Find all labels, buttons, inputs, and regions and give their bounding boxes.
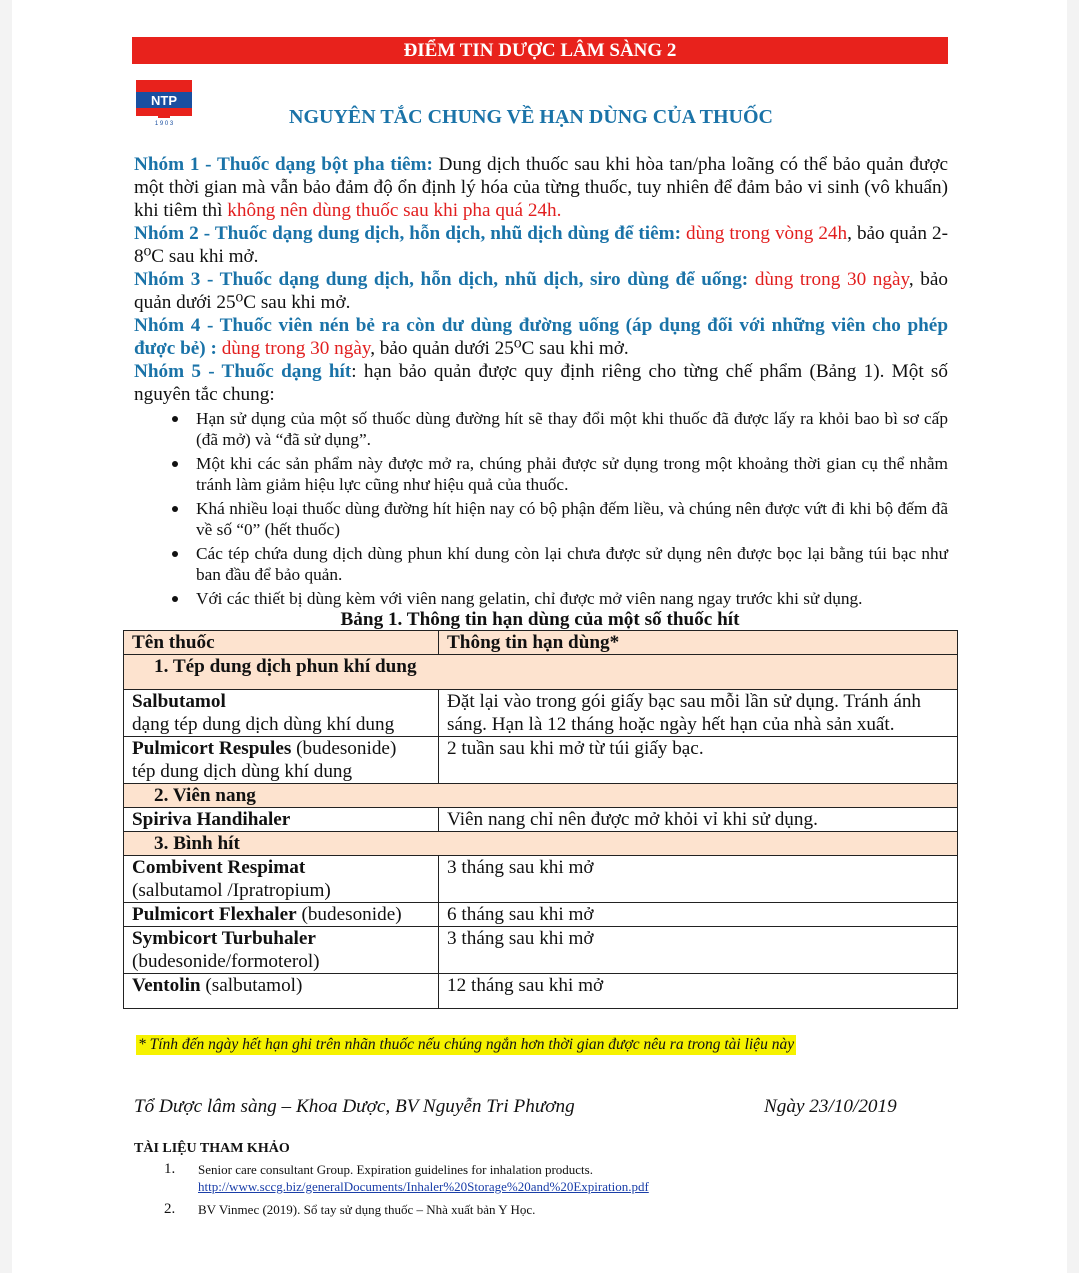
drug-sub: dạng tép dung dịch dùng khí dung <box>132 714 395 735</box>
drug-extra: (salbutamol) <box>200 975 303 996</box>
list-item-text: Hạn sử dụng của một số thuốc dùng đường hít sẽ thay đổi một khi thuốc đã được lấy ra khỏi bao bì sơ cấp (đã mở) và “đã sử dụng”. <box>196 409 948 449</box>
list-item <box>164 1201 944 1218</box>
drug-name: Pulmicort Respules <box>132 738 292 759</box>
drug-extra: (budesonide) <box>291 738 397 759</box>
logo-year: 1 9 0 3 <box>154 121 174 126</box>
section-inhaler: 3. Bình hít <box>124 832 958 856</box>
drug-name: Spiriva Handihaler <box>132 809 291 830</box>
section-row <box>124 832 958 856</box>
list-item <box>172 408 948 450</box>
table-row <box>124 856 958 903</box>
info-cell: 3 tháng sau khi mở <box>439 927 958 974</box>
drug-cell <box>124 856 439 903</box>
group-highlight: dùng trong 30 ngày <box>221 338 371 359</box>
drug-name: Pulmicort Flexhaler <box>132 904 297 925</box>
principles-list <box>172 408 948 612</box>
group-4 <box>134 314 948 360</box>
group-2 <box>134 222 948 268</box>
info-cell: 12 tháng sau khi mở <box>439 974 958 1009</box>
drug-name: Ventolin <box>132 975 201 996</box>
reference-number: 1. <box>164 1161 176 1177</box>
signature: Tổ Dược lâm sàng – Khoa Dược, BV Nguyễn Tri Phương <box>134 1096 575 1117</box>
table-row <box>124 808 958 832</box>
group-5 <box>134 360 948 406</box>
drug-sub: (budesonide/formoterol) <box>132 951 320 972</box>
list-item-text: Các tép chứa dung dịch dùng phun khí dung còn lại chưa được sử dụng nên được bọc lại bằng túi bạc như ban đầu để bảo quản. <box>196 544 948 584</box>
groups-section <box>134 153 948 406</box>
list-item <box>164 1161 944 1195</box>
references-title: TÀI LIỆU THAM KHẢO <box>134 1141 290 1156</box>
group-title: Nhóm 2 - Thuốc dạng dung dịch, hỗn dịch, nhũ dịch dùng để tiêm: <box>134 223 681 244</box>
bullet-icon <box>172 596 178 602</box>
bullet-icon <box>172 551 178 557</box>
footnote: * Tính đến ngày hết hạn ghi trên nhãn thuốc nếu chúng ngắn hơn thời gian được nêu ra trong tài liệu này <box>138 1036 795 1053</box>
table-caption: Bảng 1. Thông tin hạn dùng của một số thuốc hít <box>340 609 740 630</box>
table-row <box>124 927 958 974</box>
expiry-table <box>123 630 958 1009</box>
info-cell: 3 tháng sau khi mở <box>439 856 958 903</box>
table-row <box>124 690 958 737</box>
list-item-text: Với các thiết bị dùng kèm với viên nang gelatin, chỉ được mở viên nang ngay trước khi sử dụng. <box>196 589 863 608</box>
banner: ĐIỂM TIN DƯỢC LÂM SÀNG 2 <box>132 37 948 64</box>
group-title: Nhóm 1 - Thuốc dạng bột pha tiêm: <box>134 154 433 175</box>
group-highlight: không nên dùng thuốc sau khi pha quá 24h. <box>227 200 562 221</box>
reference-text: Senior care consultant Group. Expiration guidelines for inhalation products. <box>198 1162 593 1177</box>
group-text: : hạn bảo quản được quy định riêng cho từng chế phẩm (Bảng 1). Một số nguyên tắc chung: <box>134 361 948 405</box>
drug-cell <box>124 737 439 784</box>
info-cell: Viên nang chỉ nên được mở khỏi vỉ khi sử dụng. <box>439 808 958 832</box>
info-cell: Đặt lại vào trong gói giấy bạc sau mỗi lần sử dụng. Tránh ánh sáng. Hạn là 12 tháng hoặc ngày hết hạn của nhà sản xuất. <box>439 690 958 737</box>
logo-text: NTP <box>151 93 177 108</box>
document-date: Ngày 23/10/2019 <box>764 1096 897 1117</box>
table-header-row <box>124 631 958 655</box>
list-item <box>172 498 948 540</box>
drug-name: Combivent Respimat <box>132 857 306 878</box>
drug-cell <box>124 808 439 832</box>
info-cell: 6 tháng sau khi mở <box>439 903 958 927</box>
list-item-text: Khá nhiều loại thuốc dùng đường hít hiện nay có bộ phận đếm liều, và chúng nên được vứt đi khi bộ đếm đã về số “0” (hết thuốc) <box>196 499 948 539</box>
drug-cell <box>124 927 439 974</box>
reference-text: BV Vinmec (2019). Sổ tay sử dụng thuốc – Nhà xuất bản Y Học. <box>198 1202 536 1217</box>
group-tail: , bảo quản 2-8⁰C sau khi mở. <box>134 223 948 267</box>
drug-name: Salbutamol <box>132 691 226 712</box>
drug-name: Symbicort Turbuhaler <box>132 928 316 949</box>
drug-extra: (budesonide) <box>296 904 402 925</box>
list-item <box>172 543 948 585</box>
group-1 <box>134 153 948 222</box>
section-row <box>124 655 958 690</box>
info-cell: 2 tuần sau khi mở từ túi giấy bạc. <box>439 737 958 784</box>
document-page <box>12 0 1067 1273</box>
list-item-text: Một khi các sản phẩm này được mở ra, chúng phải được sử dụng trong một khoảng thời gian cụ thể nhằm tránh làm giảm hiệu lực cũng như hiệu quả của thuốc. <box>196 454 948 494</box>
group-title: Nhóm 3 - Thuốc dạng dung dịch, hỗn dịch, nhũ dịch, siro dùng để uống: <box>134 269 749 290</box>
list-item <box>172 588 948 609</box>
references-list <box>164 1161 944 1224</box>
list-item <box>172 453 948 495</box>
table-row <box>124 737 958 784</box>
document-title: NGUYÊN TẮC CHUNG VỀ HẠN DÙNG CỦA THUỐC <box>289 106 773 128</box>
group-text <box>748 269 755 290</box>
group-text: Dung dịch thuốc sau khi hòa tan/pha loãng có thể bảo quản được một thời gian mà vẫn bảo đảm độ ổn định lý hóa của từng thuốc, tuy nhiên để đảm bảo vi sinh (vô khuẩn) khi tiêm thì <box>134 154 948 221</box>
group-3 <box>134 268 948 314</box>
drug-sub: tép dung dịch dùng khí dung <box>132 761 353 782</box>
group-tail: , bảo quản dưới 25⁰C sau khi mở. <box>370 338 629 359</box>
header-drug-name: Tên thuốc <box>124 631 439 655</box>
bullet-icon <box>172 461 178 467</box>
group-highlight: dùng trong 30 ngày <box>754 269 909 290</box>
group-title: Nhóm 5 - Thuốc dạng hít <box>134 361 352 382</box>
table-row <box>124 974 958 1009</box>
drug-cell <box>124 903 439 927</box>
section-capsule: 2. Viên nang <box>124 784 958 808</box>
group-tail: , bảo quản dưới 25⁰C sau khi mở. <box>134 269 948 313</box>
drug-sub: (salbutamol /Ipratropium) <box>132 880 331 901</box>
reference-number: 2. <box>164 1201 176 1217</box>
bullet-icon <box>172 416 178 422</box>
table-row <box>124 903 958 927</box>
reference-link[interactable]: http://www.sccg.biz/generalDocuments/Inhaler%20Storage%20and%20Expiration.pdf <box>198 1179 649 1194</box>
bullet-icon <box>172 506 178 512</box>
drug-cell <box>124 690 439 737</box>
section-nebulizer: 1. Tép dung dịch phun khí dung <box>124 655 958 690</box>
drug-cell <box>124 974 439 1009</box>
group-highlight: dùng trong vòng 24h <box>686 223 848 244</box>
group-title: Nhóm 4 - Thuốc viên nén bẻ ra còn dư dùng đường uống (áp dụng đối với những viên cho phép được bẻ) : <box>134 315 948 359</box>
section-row <box>124 784 958 808</box>
header-expiry-info: Thông tin hạn dùng* <box>439 631 958 655</box>
